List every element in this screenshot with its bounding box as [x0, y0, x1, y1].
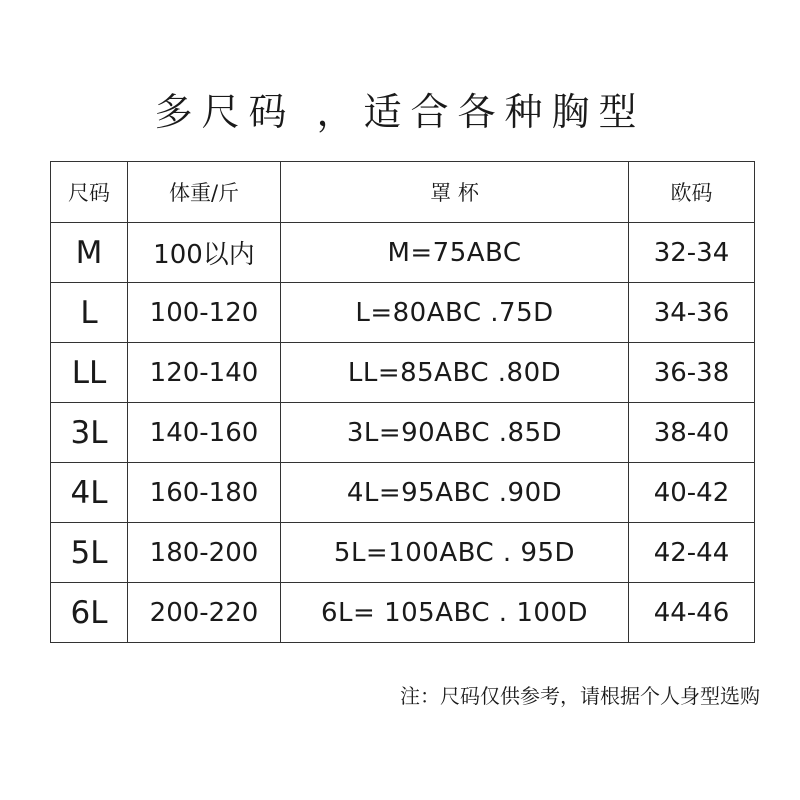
footnote: 注：尺码仅供参考，请根据个人身型选购	[400, 684, 760, 708]
weight-cell: 180-200	[128, 523, 281, 583]
eu-size-cell: 34-36	[629, 283, 755, 343]
table-row	[51, 343, 755, 403]
weight-cell: 100-120	[128, 283, 281, 343]
cup-cell: LL=85ABC .80D	[281, 343, 629, 403]
size-chart-table	[50, 161, 755, 643]
weight-cell: 120-140	[128, 343, 281, 403]
table-row	[51, 523, 755, 583]
eu-size-cell: 44-46	[629, 583, 755, 643]
table-row	[51, 403, 755, 463]
cup-cell: L=80ABC .75D	[281, 283, 629, 343]
size-cell: L	[51, 283, 128, 343]
table-header-row	[51, 162, 755, 223]
eu-size-cell: 32-34	[629, 223, 755, 283]
size-cell: 3L	[51, 403, 128, 463]
eu-size-cell: 36-38	[629, 343, 755, 403]
size-cell: M	[51, 223, 128, 283]
cup-cell: 5L=100ABC . 95D	[281, 523, 629, 583]
size-cell: 5L	[51, 523, 128, 583]
eu-size-cell: 40-42	[629, 463, 755, 523]
cup-cell: 4L=95ABC .90D	[281, 463, 629, 523]
weight-cell: 200-220	[128, 583, 281, 643]
size-cell: 4L	[51, 463, 128, 523]
column-header-cup: 罩 杯	[281, 162, 629, 223]
eu-size-cell: 42-44	[629, 523, 755, 583]
weight-cell: 100以内	[128, 223, 281, 283]
column-header-weight: 体重/斤	[128, 162, 281, 223]
cup-cell: M=75ABC	[281, 223, 629, 283]
column-header-size: 尺码	[51, 162, 128, 223]
page-title: 多尺码 ，适合各种胸型	[154, 90, 646, 134]
weight-cell: 140-160	[128, 403, 281, 463]
cup-cell: 6L= 105ABC . 100D	[281, 583, 629, 643]
table-row	[51, 283, 755, 343]
weight-cell: 160-180	[128, 463, 281, 523]
table-row	[51, 463, 755, 523]
table-row	[51, 583, 755, 643]
size-cell: LL	[51, 343, 128, 403]
eu-size-cell: 38-40	[629, 403, 755, 463]
column-header-eu-size: 欧码	[629, 162, 755, 223]
table-row	[51, 223, 755, 283]
cup-cell: 3L=90ABC .85D	[281, 403, 629, 463]
size-cell: 6L	[51, 583, 128, 643]
